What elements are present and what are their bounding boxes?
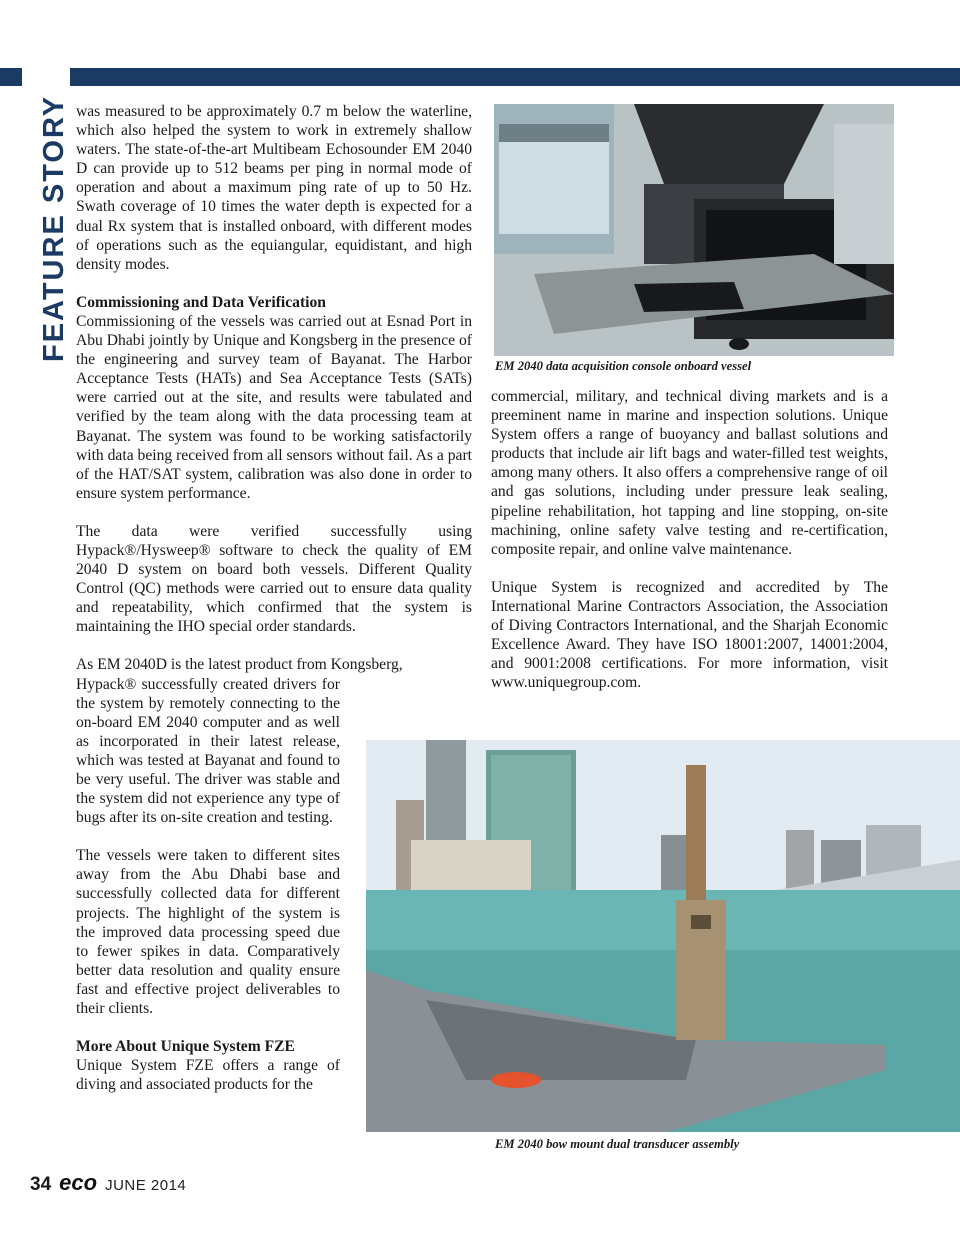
photo-caption: EM 2040 data acquisition console onboard vessel <box>495 359 752 373</box>
photo-caption: EM 2040 bow mount dual transducer assembly <box>495 1137 740 1151</box>
paragraph: Commissioning of the vessels was carried out at Esnad Port in Abu Dhabi jointly by Unique and Kongsberg in the presence of the engineering and survey team of Bayanat. The Harbor Acceptance Tests (HATs) and Sea Acceptance Tests (SATs) were carried out at the site, and results were tabulated and verified by the team along with the data processing team at Bayanat. The system was found to be working satisfactorily with data being received from all sensors without fail. As a part of the HAT/SAT system, calibration was also done in order to ensure system performance. <box>76 312 472 502</box>
console-illustration <box>494 104 894 356</box>
console-photo <box>494 104 894 356</box>
paragraph: The vessels were taken to different sites away from the Abu Dhabi base and successfully collected data for different projects. The highlight of the system is the improved data processing speed due to fewer spikes in data. Comparatively better data resolution and quality ensure fast and effective project deliverables to their clients. <box>76 847 340 1018</box>
section-heading: More About Unique System FZE <box>76 1038 295 1056</box>
page-number: 34 <box>30 1174 52 1195</box>
page-footer <box>30 1170 186 1196</box>
paragraph: commercial, military, and technical diving markets and is a preeminent name in marine and inspection solutions. Unique System offers a range of buoyancy and ballast solutions and products that include air lift bags and water-filled test weights, among many others. It also offers a comprehensive range of oil and gas solutions, including under pressure leak sealing, pipeline rehabilitation, hot tapping and line stopping, on-site machining, online safety valve testing and re-certification, composite repair, and online valve maintenance. <box>491 388 888 558</box>
section-heading: Commissioning and Data Verification <box>76 293 326 311</box>
paragraph: Hypack® successfully created drivers for the system by remotely connecting to the on-board EM 2040 computer and as well as incorporated in their latest release, which was tested at Bayanat and found to be very useful. The driver was stable and the system did not experience any type of bugs after its on-site creation and testing. <box>76 675 340 827</box>
paragraph: Unique System FZE offers a range of diving and associated products for the <box>76 1057 340 1094</box>
header-accent-block <box>0 68 22 86</box>
harbor-illustration <box>366 740 960 1132</box>
section-label: FEATURE STORY <box>38 94 70 362</box>
paragraph-line: As EM 2040D is the latest product from Kongsberg, <box>76 656 403 674</box>
article-column-right <box>491 387 888 711</box>
paragraph: was measured to be approximately 0.7 m below the waterline, which also helped the system to work in extremely shallow waters. The state-of-the-art Multibeam Echosounder EM 2040 D can provide up to 512 beams per ping in normal mode of operation and about a maximum ping rate of up to 50 Hz. Swath coverage of 10 times the water depth is expected for a dual Rx system that is installed onboard, with different modes of operations such as the equiangular, equidistant, and high density modes. <box>76 103 472 273</box>
issue-date: JUNE 2014 <box>105 1177 187 1194</box>
paragraph: Unique System is recognized and accredited by The International Marine Contractors Association, the Association of Diving Contractors International, and the Sharjah Economic Excellence Award. They have ISO 18001:2007, 14001:2004, and 9001:2008 certifications. For more information, visit www.uniquegroup.com. <box>491 578 888 692</box>
header-bar <box>70 68 960 86</box>
harbor-photo <box>366 740 960 1132</box>
paragraph: The data were verified successfully using Hypack®/Hysweep® software to check the quality of EM 2040 D system on board both vessels. Different Quality Control (QC) methods were carried out to ensure data quality and repeatability, which confirmed that the system is maintaining the IHO special order standards. <box>76 522 472 636</box>
magazine-logo: eco <box>59 1170 98 1195</box>
